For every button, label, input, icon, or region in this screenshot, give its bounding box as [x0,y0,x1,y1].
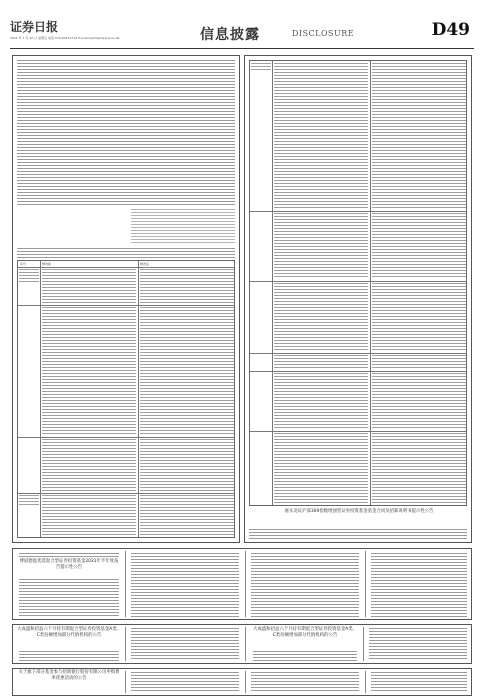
table-cell [251,63,271,71]
column-divider [245,627,246,661]
lower-band-1 [12,624,472,664]
column-divider [365,551,366,617]
table-row [250,353,466,354]
left-main-column [12,55,240,543]
lower-band-2 [12,668,472,696]
text-block [253,651,357,661]
table-row [250,431,466,432]
table-cell [140,439,234,491]
table-cell [42,269,136,303]
table-cell [372,283,466,351]
table-header-after: 修改后 [140,262,150,266]
text-block [131,553,239,617]
column-divider [125,671,126,693]
table-row [250,371,466,372]
newspaper-logo: 证券日报 [10,20,59,34]
column-divider [125,627,126,661]
table-row [250,281,466,282]
announcement-title: 关于旗下部分基金参与招商银行股份有限公司申购费率优惠活动的公告 [18,670,120,681]
table-row [18,305,234,306]
text-block [17,248,235,258]
text-block [371,672,467,693]
section-title: 信息披露 [200,27,260,43]
table-cell [274,433,368,503]
section-title-en: DISCLOSURE [292,29,355,38]
announcement-title: 大成盛和招益六个月持有期混合型证券投资基金A类、C类份额增加部分代销机构的公告 [17,627,121,638]
table-cell [372,213,466,279]
text-block [131,628,239,661]
table-cell [140,495,234,535]
text-block [369,628,467,661]
announcement-title: 博道德盈优选混合型证券投资基金2021年半年度报告提示性公告 [19,559,119,570]
table-cell [372,63,466,209]
text-block [371,553,467,617]
column-divider [125,551,126,617]
column-divider [245,671,246,693]
table-cell [42,439,136,491]
table-cell [274,283,368,351]
table-cell [274,63,368,209]
text-block [251,672,359,693]
table-row [250,211,466,212]
table-cell [274,355,368,369]
table-cell [42,307,136,435]
table-cell [140,307,234,435]
table-cell [274,373,368,429]
text-block [17,60,235,205]
table-cell [19,269,39,283]
table-row [18,267,234,268]
table-cell [140,269,234,303]
table-column-line [370,61,371,505]
masthead [10,18,474,48]
table-column-line [40,261,41,537]
table-column-line [138,261,139,537]
announcement-title: 大成盛和招益六个月持有期混合型证券投资基金A类、C类份额增加部分代销机构的公告 [253,627,357,638]
table-cell [372,355,466,369]
table-cell [372,433,466,503]
middle-band [12,548,472,620]
comparison-table [17,260,235,538]
column-divider [363,627,364,661]
text-block [249,529,467,539]
table-row [18,493,234,494]
table-cell [42,495,136,535]
column-divider [245,551,246,617]
table-header-no: 序号 [20,262,27,266]
text-block [251,553,359,617]
page-number: D49 [431,20,470,40]
text-block [131,209,235,245]
table-column-line [272,61,273,505]
text-block [131,672,239,693]
date-line: 2021 年 7 月 30 日 星期五 电话:010-83251716 E-mail:zqrb9@zqrb.sina.net [10,36,120,40]
table-header-before: 修改前 [42,262,52,266]
right-main-column [244,55,472,543]
table-row [18,437,234,438]
header-rule [10,48,474,49]
comparison-table-continued [249,60,467,506]
table-cell [274,213,368,279]
column-divider [365,671,366,693]
table-cell [372,373,466,429]
table-cell [19,495,39,505]
text-block [19,579,119,617]
text-block [19,651,119,661]
announcement-title: 嘉实北证沪深300指数增强型证券投资基金基金合同及招募说明书提示性公告 [284,509,434,514]
text-block [19,553,119,558]
